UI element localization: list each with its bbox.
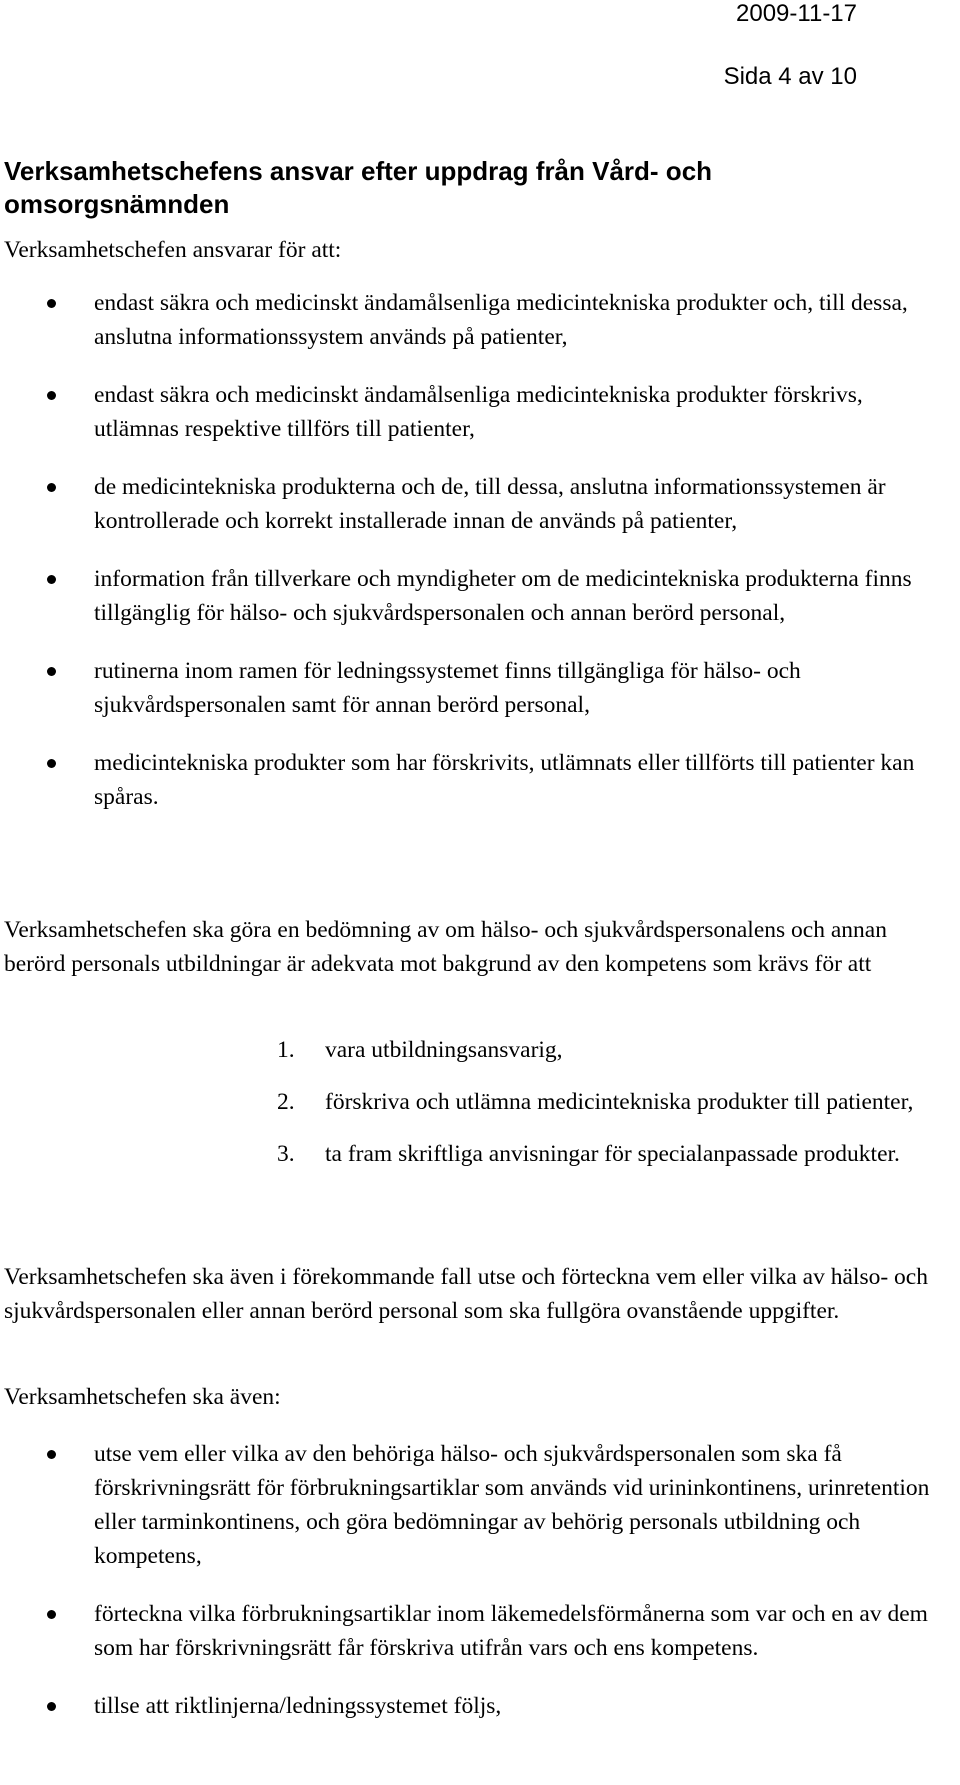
bullet-icon (47, 667, 56, 676)
item-number: 2. (277, 1089, 295, 1115)
further-duties-intro: Verksamhetschefen ska även: (4, 1384, 281, 1410)
numbered-item-text: ta fram skriftliga anvisningar för specialanpassade produkter. (325, 1141, 900, 1167)
numbered-item-text: vara utbildningsansvarig, (325, 1037, 563, 1063)
list-item (0, 562, 944, 630)
section-heading: Verksamhetschefens ansvar efter uppdrag från Vård- och omsorgsnämnden (4, 156, 713, 219)
numbered-item-text: förskriva och utlämna medicintekniska produkter till patienter, (325, 1089, 914, 1115)
list-item-text: endast säkra och medicinskt ändamålsenliga medicintekniska produkter förskrivs, utlämnas respektive tillförs till patienter, (94, 382, 863, 442)
list-item-text: förteckna vilka förbrukningsartiklar inom läkemedelsförmånerna som var och en av dem som har förskrivningsrätt får förskriva utifrån vars och ens kompetens. (94, 1601, 928, 1661)
list-item (0, 1437, 944, 1573)
list-item-text: de medicintekniska produkterna och de, till dessa, anslutna informationssystemen är kontrollerade och korrekt installerade innan de används på patienter, (94, 474, 886, 534)
designation-paragraph: Verksamhetschefen ska även i förekommande fall utse och förteckna vem eller vilka av hälso- och sjukvårdspersonalen eller annan berörd personal som ska fullgöra ovanstående uppgifter. (4, 1264, 928, 1324)
list-item-text: endast säkra och medicinskt ändamålsenliga medicintekniska produkter och, till dessa, anslutna informationssystem används på patienter, (94, 290, 908, 350)
bullet-icon (47, 1702, 56, 1711)
header-page-number: Sida 4 av 10 (723, 63, 857, 90)
competence-list (0, 1033, 960, 1189)
responsibility-list (0, 286, 960, 838)
numbered-item (0, 1137, 935, 1171)
item-number: 1. (277, 1037, 295, 1063)
list-item (0, 286, 944, 354)
bullet-icon (47, 759, 56, 768)
list-item-text: information från tillverkare och myndigheter om de medicintekniska produkterna finns tillgänglig för hälso- och sjukvårdspersonalen och annan berörd personal, (94, 566, 912, 626)
bullet-icon (47, 483, 56, 492)
list-item (0, 470, 944, 538)
list-item-text: utse vem eller vilka av den behöriga hälso- och sjukvårdspersonalen som ska få förskrivningsrätt för förbrukningsartiklar som används vid urininkontinens, urinretention eller tarminkontinens, och göra bedömningar av behörig personals utbildning och kompetens, (94, 1441, 930, 1569)
assessment-paragraph: Verksamhetschefen ska göra en bedömning av om hälso- och sjukvårdspersonalens och annan berörd personals utbildningar är adekvata mot bakgrund av den kompetens som krävs för att (4, 917, 887, 977)
header-date: 2009-11-17 (736, 0, 857, 27)
bullet-icon (47, 391, 56, 400)
bullet-icon (47, 299, 56, 308)
bullet-icon (47, 1610, 56, 1619)
list-item (0, 1597, 944, 1665)
bullet-icon (47, 1450, 56, 1459)
list-item-text: tillse att riktlinjerna/ledningssystemet följs, (94, 1693, 502, 1719)
list-item-text: medicintekniska produkter som har förskrivits, utlämnats eller tillförts till patienter kan spåras. (94, 750, 915, 810)
list-item (0, 746, 944, 814)
list-item (0, 1689, 944, 1723)
list-item (0, 654, 944, 722)
numbered-item (0, 1085, 935, 1119)
further-duties-list (0, 1437, 960, 1747)
list-item (0, 378, 944, 446)
intro-paragraph: Verksamhetschefen ansvarar för att: (4, 237, 342, 263)
bullet-icon (47, 575, 56, 584)
numbered-item (0, 1033, 935, 1067)
list-item-text: rutinerna inom ramen för ledningssystemet finns tillgängliga för hälso- och sjukvårdspersonalen samt för annan berörd personal, (94, 658, 801, 718)
item-number: 3. (277, 1141, 295, 1167)
